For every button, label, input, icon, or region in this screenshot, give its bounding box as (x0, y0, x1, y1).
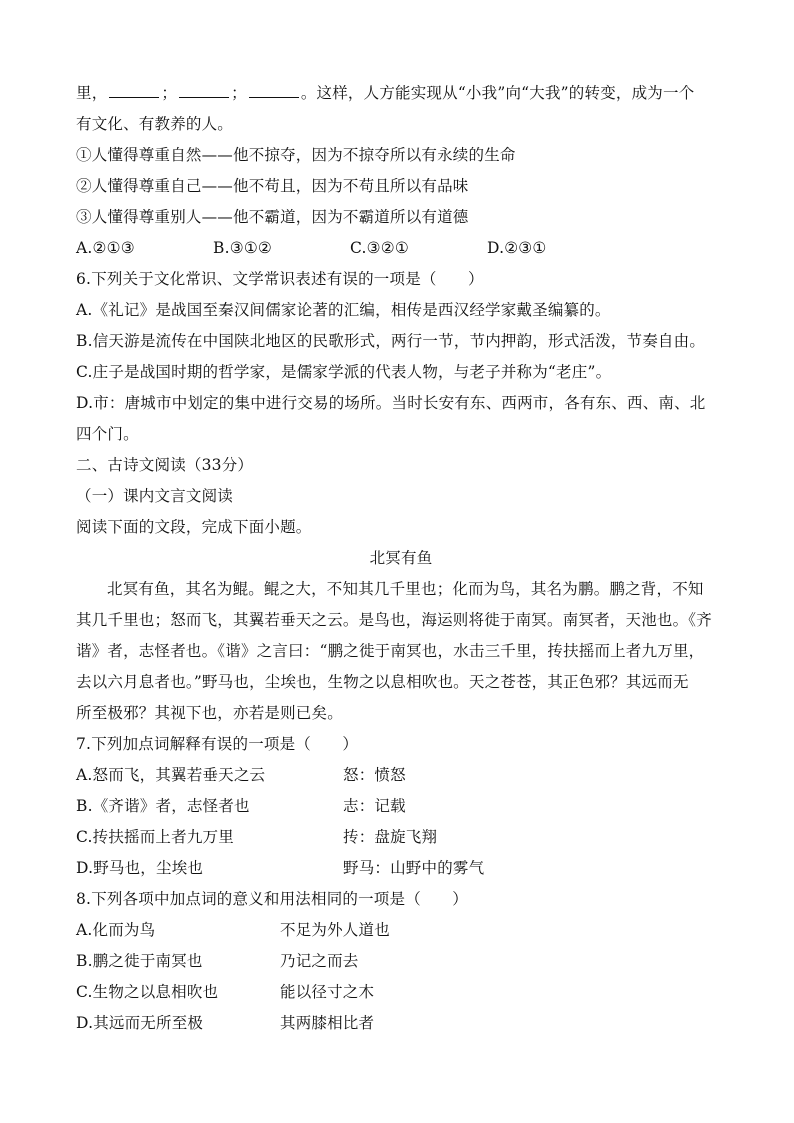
q6-option-b: B.信天游是流传在中国陕北地区的民歌形式，两行一节，节内押韵，形式活泼，节奏自由。 (76, 332, 706, 350)
passage-line-1: 北冥有鱼，其名为鲲。鲲之大，不知其几千里也；化而为鸟，其名为鹏。鹏之背，不知 (107, 580, 704, 598)
q5-options (76, 233, 726, 264)
q8-row-b (76, 946, 726, 977)
q8-b-right: 乃记之而去 (280, 952, 359, 970)
q5-item-2: ②人懂得尊重自己——他不苟且，因为不苟且所以有品味 (76, 177, 469, 195)
subsection-heading: （一）课内文言文阅读 (76, 487, 234, 505)
passage-title: 北冥有鱼 (369, 549, 433, 567)
q5-option-b: B.③①② (213, 239, 273, 257)
q8-row-c (76, 977, 726, 1008)
q7-c-sentence: C.抟扶摇而上者九万里 (76, 828, 234, 846)
q8-a-right: 不足为外人道也 (280, 921, 390, 939)
q8-c-left: C.生物之以息相吹也 (76, 983, 219, 1001)
reading-instruction: 阅读下面的文段，完成下面小题。 (76, 518, 312, 536)
q8-row-d (76, 1008, 726, 1039)
passage-line-5: 所至极邪？其视下也，亦若是则已矣。 (76, 704, 343, 722)
q7-c-gloss: 抟：盘旋飞翔 (343, 828, 438, 846)
q7-d-sentence: D.野马也，尘埃也 (76, 859, 204, 877)
q5-sep-2: ； (231, 84, 247, 102)
q6-option-a: A.《礼记》是战国至秦汉间儒家论著的汇编，相传是西汉经学家戴圣编纂的。 (76, 301, 611, 319)
q5-sep-1: ； (161, 84, 178, 102)
q5-option-c: C.③②① (350, 239, 409, 257)
q7-a-gloss: 怒：愤怒 (343, 766, 406, 784)
q7-row-d (76, 853, 726, 884)
q7-b-sentence: B.《齐谐》者，志怪者也 (76, 797, 250, 815)
q5-option-d: D.②③① (487, 239, 547, 257)
q7-d-gloss: 野马：山野中的雾气 (343, 859, 485, 877)
q7-stem: 7.下列加点词解释有误的一项是（ ） (76, 735, 359, 753)
q6-option-c: C.庄子是战国时期的哲学家，是儒家学派的代表人物，与老子并称为“老庄”。 (76, 363, 612, 381)
passage-line-2: 其几千里也；怒而飞，其翼若垂天之云。是鸟也，海运则将徙于南冥。南冥者，天池也。《齐 (76, 611, 712, 629)
q5-prefix: 里， (76, 84, 108, 102)
q5-option-a: A.②①③ (76, 239, 135, 257)
q5-item-1: ①人懂得尊重自然——他不掠夺，因为不掠夺所以有永续的生命 (76, 146, 516, 164)
section-heading: 二、古诗文阅读（33分） (76, 456, 254, 474)
passage-line-4: 去以六月息者也。”野马也，尘埃也，生物之以息相吹也。天之苍苍，其正色邪？其远而无 (76, 673, 689, 691)
q8-a-left: A.化而为鸟 (76, 921, 156, 939)
q5-line-2: 有文化、有教养的人。 (76, 115, 234, 133)
answer-blank-3 (249, 83, 299, 98)
passage-line-3: 谐》者，志怪者也。《谐》之言曰：“鹏之徙于南冥也，水击三千里，抟扶摇而上者九万里， (76, 642, 705, 660)
q8-stem: 8.下列各项中加点词的意义和用法相同的一项是（ ） (76, 890, 468, 908)
q6-option-d-line-2: 四个门。 (76, 425, 139, 443)
q8-b-left: B.鹏之徙于南冥也 (76, 952, 203, 970)
q5-suffix: 。这样，人方能实现从“小我”向“大我”的转变，成为一个 (300, 84, 695, 102)
q8-d-right: 其两膝相比者 (280, 1014, 375, 1032)
q8-row-a (76, 915, 726, 946)
q7-row-b (76, 791, 726, 822)
answer-blank-1 (109, 83, 159, 98)
q7-row-a (76, 760, 726, 791)
exam-page (76, 78, 726, 1039)
q8-d-left: D.其远而无所至极 (76, 1014, 204, 1032)
answer-blank-2 (179, 83, 229, 98)
q8-c-right: 能以径寸之木 (280, 983, 375, 1001)
q6-option-d-line-1: D.市：唐城市中划定的集中进行交易的场所。当时长安有东、西两市，各有东、西、南、北 (76, 394, 706, 412)
q7-a-sentence: A.怒而飞，其翼若垂天之云 (76, 766, 266, 784)
q5-line-1 (76, 78, 726, 109)
q6-stem: 6.下列关于文化常识、文学常识表述有误的一项是（ ） (76, 270, 484, 288)
q7-row-c (76, 822, 726, 853)
q7-b-gloss: 志：记载 (343, 797, 406, 815)
q5-item-3: ③人懂得尊重别人——他不霸道，因为不霸道所以有道德 (76, 208, 469, 226)
